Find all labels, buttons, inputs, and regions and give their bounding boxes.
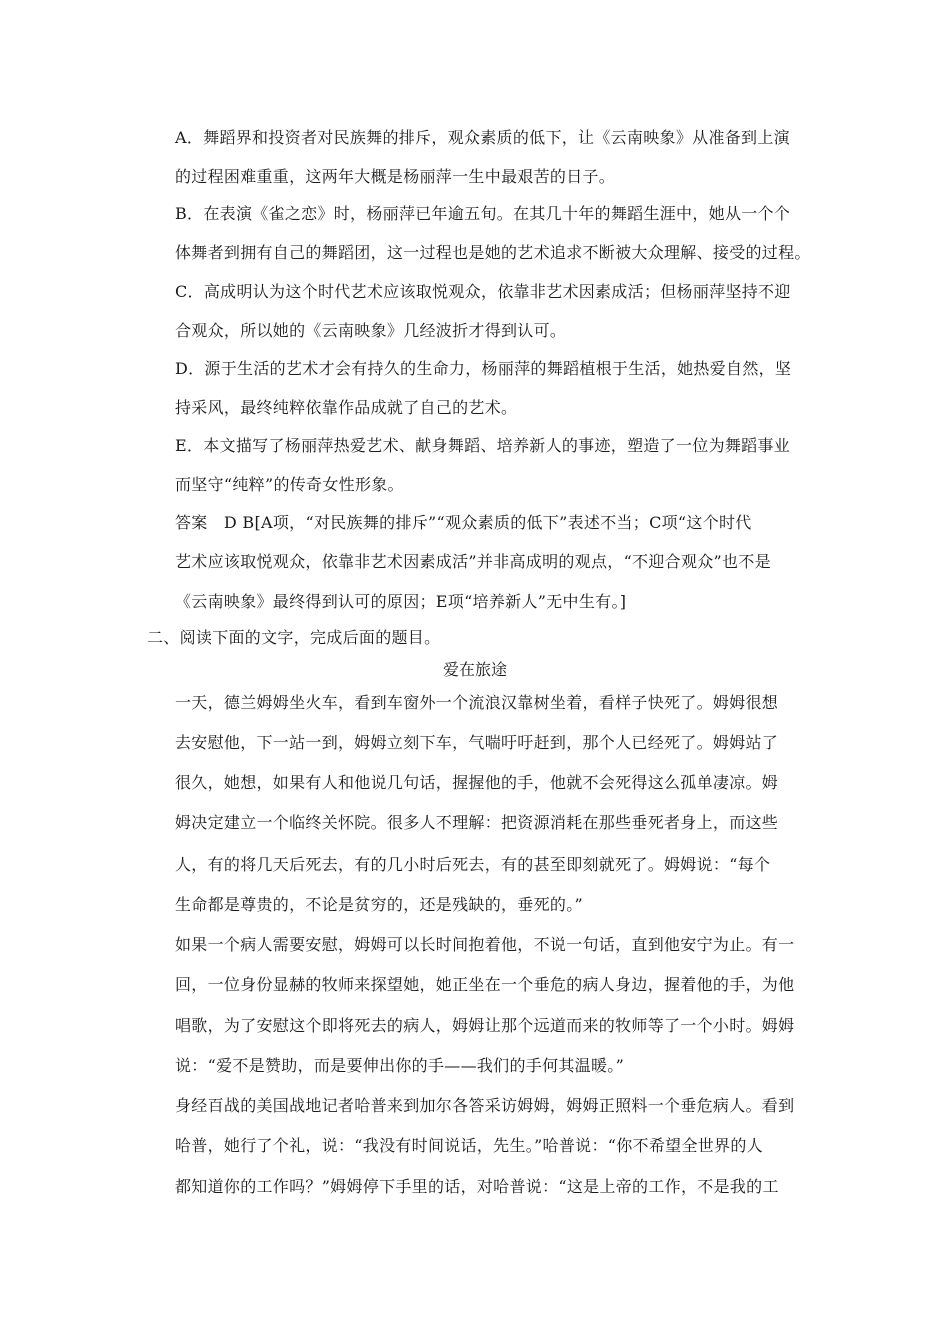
paragraph-3-line-2: 哈普，她行了个礼，说：“我没有时间说话，先生。”哈普说：“你不希望全世界的人 (175, 1136, 763, 1155)
paragraph-2-line-3: 唱歌，为了安慰这个即将死去的病人，姆姆让那个远道而来的牧师等了一个小时。姆姆 (175, 1016, 795, 1035)
option-d-line-1: D．源于生活的艺术才会有持久的生命力，杨丽萍的舞蹈植根于生活，她热爱自然，坚 (175, 359, 792, 378)
answer-line-1: 答案 D B[A项，“对民族舞的排斥”“观众素质的低下”表述不当；C项“这个时代 (175, 513, 752, 532)
option-e-line-1: E．本文描写了杨丽萍热爱艺术、献身舞蹈、培养新人的事迹，塑造了一位为舞蹈事业 (175, 436, 791, 455)
paragraph-1-line-1: 一天，德兰姆姆坐火车，看到车窗外一个流浪汉靠树坐着，看样子快死了。姆姆很想 (175, 693, 779, 712)
option-a-line-1: A．舞蹈界和投资者对民族舞的排斥，观众素质的低下，让《云南映象》从准备到上演 (175, 128, 790, 147)
paragraph-3-line-3: 都知道你的工作吗？”姆姆停下手里的话，对哈普说：“这是上帝的工作，不是我的工 (175, 1177, 779, 1196)
paragraph-2-line-1: 如果一个病人需要安慰，姆姆可以长时间抱着他，不说一句话，直到他安宁为止。有一 (175, 935, 795, 954)
paragraph-2-line-2: 回，一位身份显赫的牧师来探望她，她正坐在一个垂危的病人身边，握着他的手，为他 (175, 975, 795, 994)
option-b-line-1: B．在表演《雀之恋》时，杨丽萍已年逾五旬。在其几十年的舞蹈生涯中，她从一个个 (175, 204, 791, 223)
option-b-line-2: 体舞者到拥有自己的舞蹈团，这一过程也是她的艺术追求不断被大众理解、接受的过程。 (175, 243, 811, 262)
paragraph-3-line-1: 身经百战的美国战地记者哈普来到加尔各答采访姆姆，姆姆正照料一个垂危病人。看到 (175, 1096, 795, 1115)
paragraph-1-line-6: 生命都是尊贵的，不论是贫穷的，还是残缺的，垂死的。” (175, 895, 583, 914)
paragraph-2-line-4: 说：“爱不是赞助，而是要伸出你的手——我们的手何其温暖。” (175, 1056, 625, 1075)
option-e-line-2: 而坚守“纯粹”的传奇女性形象。 (175, 475, 404, 494)
option-d-line-2: 持采风，最终纯粹依靠作品成就了自己的艺术。 (175, 398, 518, 417)
answer-line-3: 《云南映象》最终得到认可的原因；E项“培养新人”无中生有。] (175, 592, 627, 611)
paragraph-1-line-3: 很久，她想，如果有人和他说几句话，握握他的手，他就不会死得这么孤单凄凉。姆 (175, 773, 779, 792)
option-a-line-2: 的过程困难重重，这两年大概是杨丽萍一生中最艰苦的日子。 (175, 167, 616, 186)
section-heading: 二、阅读下面的文字，完成后面的题目。 (147, 628, 441, 647)
option-c-line-2: 合观众，所以她的《云南映象》几经波折才得到认可。 (175, 321, 567, 340)
answer-line-2: 艺术应该取悦观众，依靠非艺术因素成活”并非高成明的观点，“不迎合观众”也不是 (175, 552, 771, 571)
paragraph-1-line-2: 去安慰他，下一站一到，姆姆立刻下车，气喘吁吁赶到，那个人已经死了。姆姆站了 (175, 733, 779, 752)
paragraph-1-line-5: 人，有的将几天后死去，有的几小时后死去，有的甚至即刻就死了。姆姆说：“每个 (175, 855, 771, 874)
passage-title: 爱在旅途 (442, 660, 507, 679)
paragraph-1-line-4: 姆决定建立一个临终关怀院。很多人不理解：把资源消耗在那些垂死者身上，而这些 (175, 813, 779, 832)
option-c-line-1: C．高成明认为这个时代艺术应该取悦观众，依靠非艺术因素成活；但杨丽萍坚持不迎 (175, 282, 791, 301)
